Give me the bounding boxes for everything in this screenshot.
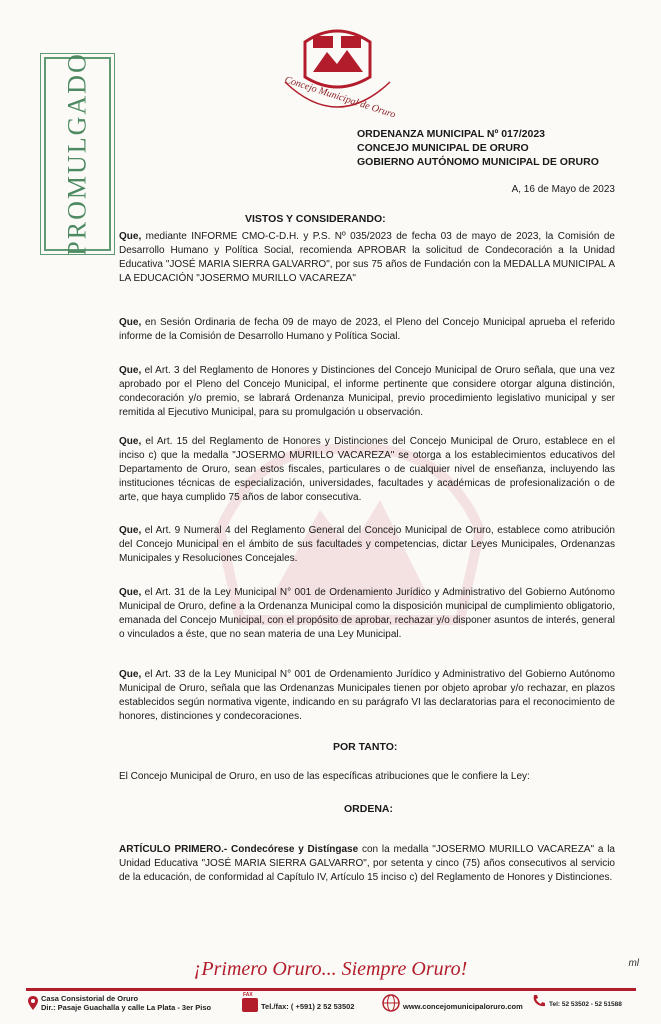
- ordinance-number: ORDENANZA MUNICIPAL Nº 017/2023: [357, 128, 546, 140]
- phone-icon: [532, 994, 546, 1008]
- paragraph: Que, el Art. 31 de la Ley Municipal N° 001 de Ordenamiento Jurídico y Administrativo del Gobierno Autónomo Municipal de Oruro, define a la Ordenanza Municipal como la disposición municipal de cumplimiento obligatorio, emanada del Concejo Municipal, con el propósito de aprobar, rechazar y/o disponer asuntos de interés, general o vinculados a éste, que no sean materia de una Ley Municipal.: [119, 587, 615, 640]
- fax-icon: FAX: [242, 994, 258, 1012]
- paragraph: Que, el Art. 3 del Reglamento de Honores y Distinciones del Concejo Municipal de Oruro señala, que una vez aprobado por el Pleno del Concejo Municipal, el informe pertinente que considere otorgar alguna distinción, condecoración y/o premio, se labrará Ordenanza Municipal, previo procedimiento legislativo municipal y ser remitida al Ejecutivo Municipal, para su promulgación u observación.: [119, 365, 615, 418]
- paragraph: Que, el Art. 9 Numeral 4 del Reglamento General del Concejo Municipal de Oruro, establece como atribución del Concejo Municipal en el ámbito de sus facultades y competencias, dictar Leyes Municipales, Ordenanzas Municipales y Resoluciones Concejales.: [119, 525, 615, 564]
- footer-web[interactable]: www.concejomunicipaloruro.com: [382, 994, 523, 1012]
- government-name: GOBIERNO AUTÓNOMO MUNICIPAL DE ORURO: [357, 156, 599, 168]
- articulo-primero: ARTÍCULO PRIMERO.- Condecórese y Distíngase con la medalla "JOSERMO MURILLO VACAREZA" a la Unidad Educativa "JOSÉ MARIA SIERRA GALVARRO", por setenta y cinco (75) años consecutivos al servicio de la educación, de conformidad al Capítulo IV, Artículo 15 inciso c) del Reglamento de Honores y Distinciones.: [119, 844, 615, 883]
- globe-icon: [382, 994, 400, 1012]
- document-header: [357, 127, 599, 169]
- location-pin-icon: [28, 996, 38, 1010]
- paragraph: Que, mediante INFORME CMO-C-D.H. y P.S. Nº 035/2023 de fecha 03 de mayo de 2023, la Comisión de Desarrollo Humano y Política Social, recomienda APROBAR la solicitud de Condecoración a la Unidad Educativa "JOSÉ MARIA SIERRA GALVARRO", por sus 75 años de Fundación con la MEDALLA MUNICIPAL A LA EDUCACIÓN "JOSERMO MURILLO VACAREZA": [119, 231, 615, 284]
- paragraph: Que, el Art. 33 de la Ley Municipal N° 001 de Ordenamiento Jurídico y Administrativo del Gobierno Autónomo Municipal de Oruro, señala que las Ordenanzas Municipales tienen por objeto aprobar y/o rechazar, en plazos establecidos según normativa vigente, indicando en su parágrafo VI las declaratorias para el reconocimiento de honores, distinciones y condecoraciones.: [119, 669, 615, 722]
- footer-address: Casa Consistorial de Oruro Dir.: Pasaje Guachalla y calle La Plata - 3er Piso: [28, 994, 211, 1012]
- footer-divider: [26, 988, 636, 991]
- council-name: CONCEJO MUNICIPAL DE ORURO: [357, 142, 529, 154]
- footer-initials: ml: [628, 958, 639, 969]
- concejo-statement: El Concejo Municipal de Oruro, en uso de las específicas atribuciones que le confiere la Ley:: [119, 771, 530, 782]
- footer-motto: ¡Primero Oruro... Siempre Oruro!: [193, 958, 468, 980]
- footer-phone: Tel: 52 53502 - 52 51588: [532, 994, 622, 1008]
- logo-caption: Concejo Municipal de Oruro: [283, 74, 397, 121]
- ordena-heading: ORDENA:: [344, 803, 393, 815]
- por-tanto-heading: POR TANTO:: [333, 741, 398, 753]
- footer-contacts: [0, 994, 661, 1018]
- document-date: A, 16 de Mayo de 2023: [511, 184, 615, 195]
- footer-telfax: FAX Tel./fax: ( +591) 2 52 53502: [243, 992, 355, 1011]
- vistos-heading: VISTOS Y CONSIDERANDO:: [245, 213, 386, 225]
- paragraph: Que, el Art. 15 del Reglamento de Honores y Distinciones del Concejo Municipal de Oruro, establece en el inciso c) que la medalla "JOSERMO MURILLO VACAREZA" se otorga a los establecimientos educativos del Departamento de Oruro, sean estos fiscales, particulares o de cualquier nivel de enseñanza, incluyendo las instituciones técnicas de especialización, universidades, facultades y académicas de profesionalización o de arte, que haya cumplido 75 años de labor consecutiva.: [119, 436, 615, 503]
- paragraph: Que, en Sesión Ordinaria de fecha 09 de mayo de 2023, el Pleno del Concejo Municipal aprueba el referido informe de la Comisión de Desarrollo Humano y Política Social.: [119, 317, 615, 342]
- promulgado-stamp: PROMULGADO: [44, 57, 111, 251]
